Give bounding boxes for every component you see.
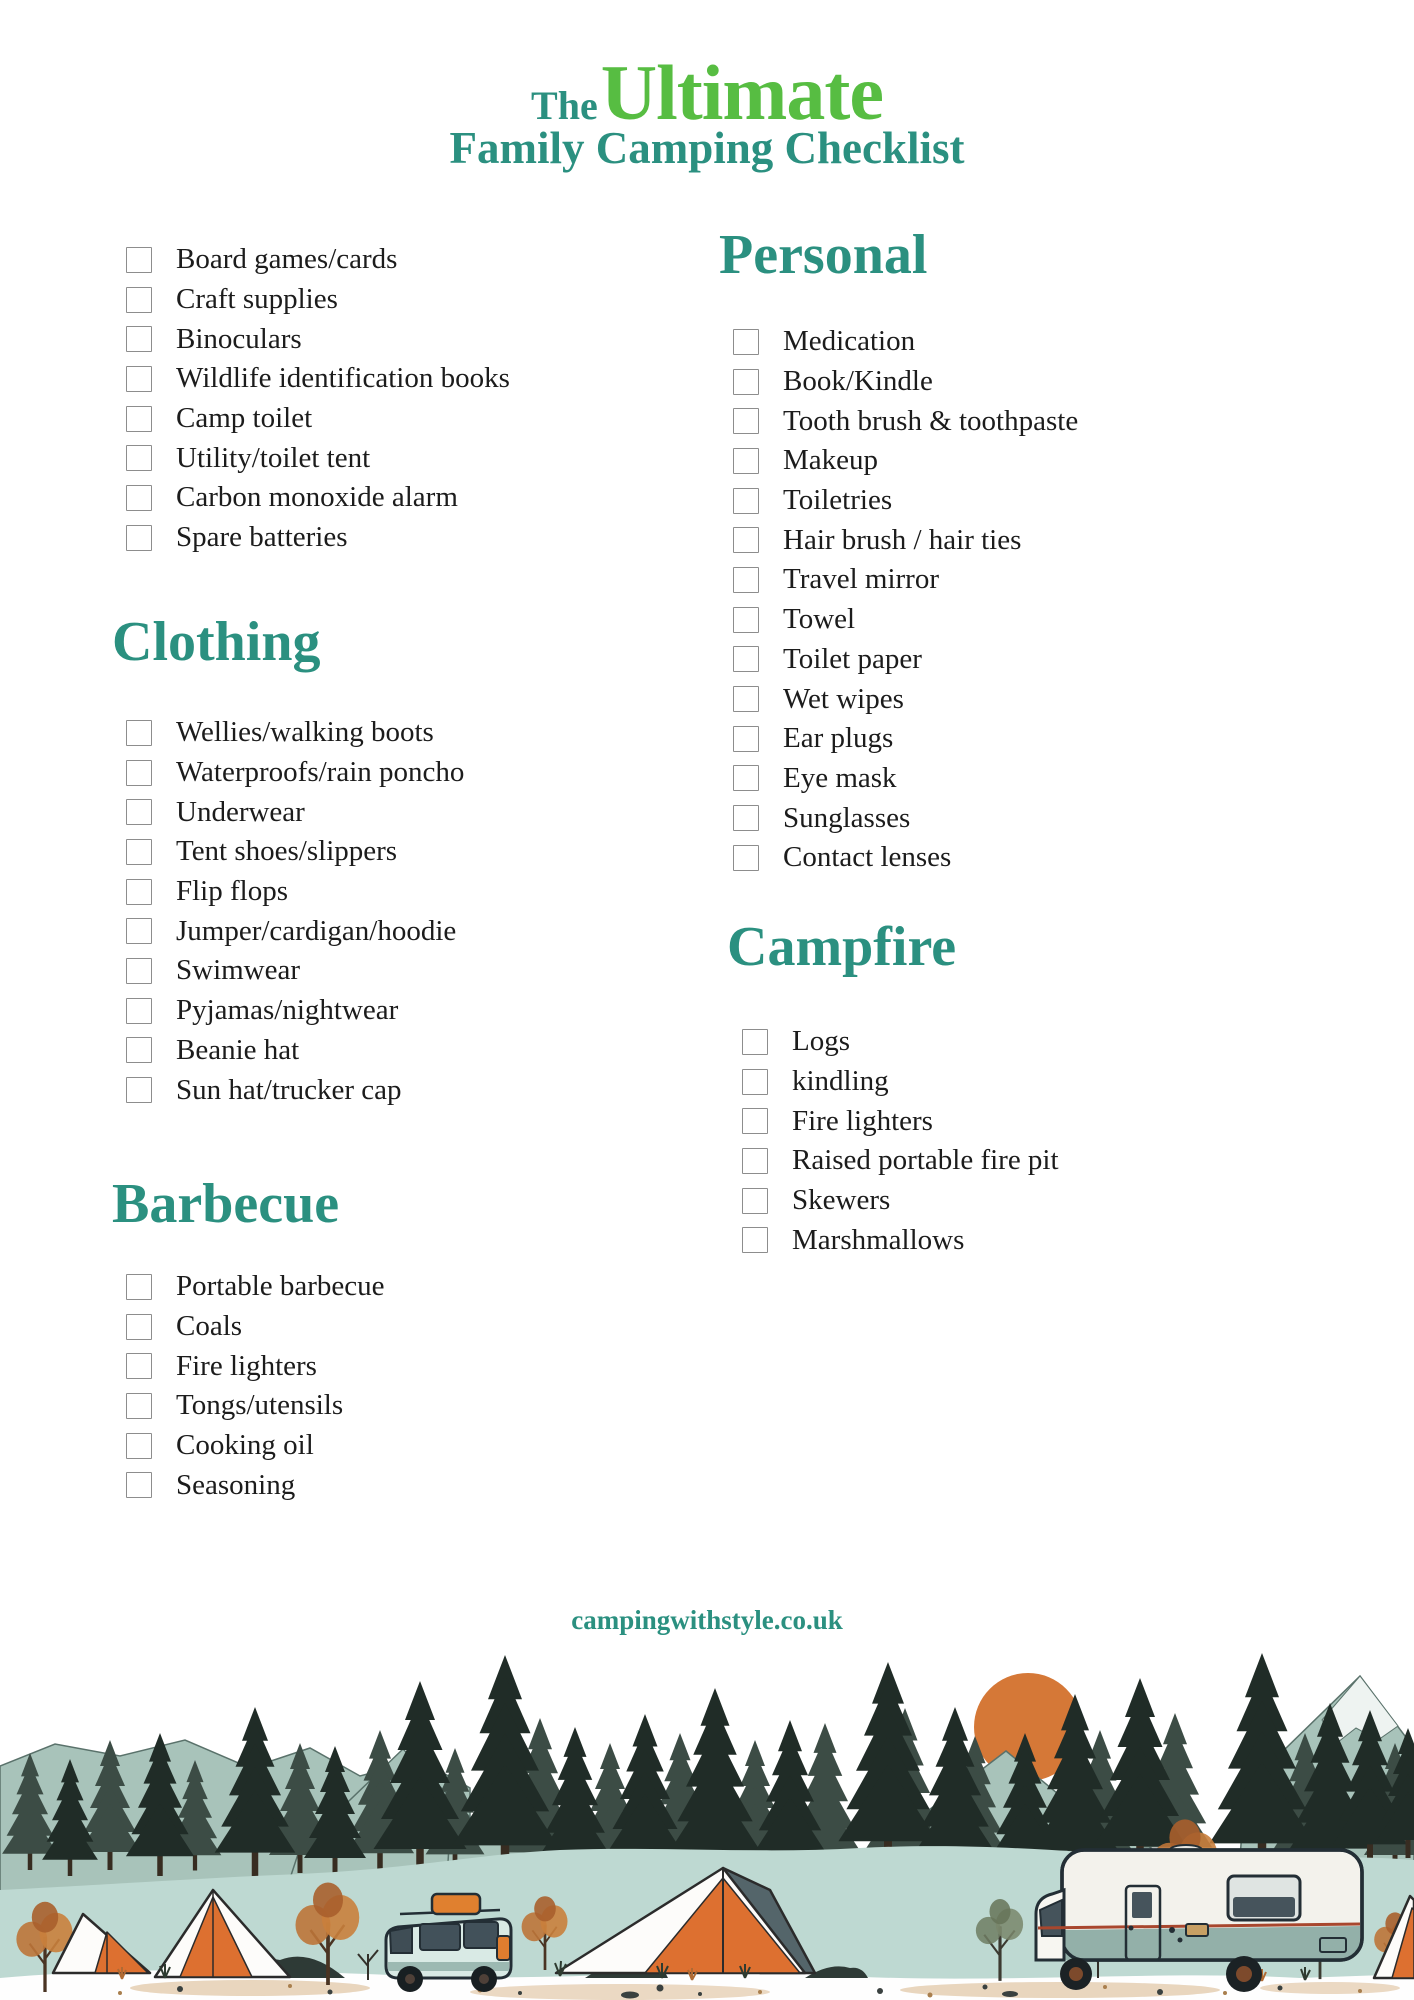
checklist-item [733, 640, 1078, 680]
checklist-item [126, 832, 464, 872]
checklist-item-label: Seasoning [176, 1468, 296, 1501]
checkbox[interactable] [733, 845, 759, 871]
checklist-item [126, 399, 510, 439]
checkbox[interactable] [742, 1069, 768, 1095]
checklist-item [742, 1181, 1059, 1221]
checkbox[interactable] [126, 1393, 152, 1419]
checklist-item [126, 240, 510, 280]
checklist-item-label: Cooking oil [176, 1429, 314, 1462]
checkbox[interactable] [742, 1108, 768, 1134]
checkbox[interactable] [742, 1188, 768, 1214]
title-main: Ultimate [600, 49, 883, 136]
checklist-item [126, 280, 510, 320]
checklist-item-label: Binoculars [176, 322, 302, 355]
checkbox[interactable] [126, 485, 152, 511]
checkbox[interactable] [733, 646, 759, 672]
checkbox[interactable] [126, 839, 152, 865]
checklist-item [733, 441, 1078, 481]
checklist-item [733, 481, 1078, 521]
checklist-item-label: Travel mirror [783, 563, 939, 596]
checklist-item-label: Wet wipes [783, 682, 904, 715]
checkbox[interactable] [733, 765, 759, 791]
checkbox[interactable] [126, 720, 152, 746]
checkbox[interactable] [733, 488, 759, 514]
checklist-item-label: Medication [783, 325, 916, 358]
checklist-item [733, 520, 1078, 560]
checklist-item [126, 319, 510, 359]
checklist-item [126, 518, 510, 558]
checkbox[interactable] [733, 408, 759, 434]
checklist-item-label: Eye mask [783, 761, 897, 794]
checkbox[interactable] [126, 1353, 152, 1379]
checklist-item-label: Wildlife identification books [176, 362, 510, 395]
checklist-item-label: Board games/cards [176, 243, 398, 276]
checklist-item [126, 1426, 385, 1466]
checklist-item [742, 1141, 1059, 1181]
checklist-item [126, 753, 464, 793]
checklist-clothing [126, 713, 464, 1110]
section-heading-clothing: Clothing [112, 611, 321, 673]
checkbox[interactable] [126, 287, 152, 313]
checklist-item-label: kindling [792, 1065, 889, 1098]
checkbox[interactable] [126, 1472, 152, 1498]
checklist-item-label: Toiletries [783, 484, 893, 517]
website-url: campingwithstyle.co.uk [571, 1605, 843, 1635]
checklist-item [126, 713, 464, 753]
checklist-item-label: Tongs/utensils [176, 1389, 344, 1422]
checklist-item [733, 759, 1078, 799]
checkbox[interactable] [126, 918, 152, 944]
checklist-item-label: Marshmallows [792, 1223, 965, 1256]
checkbox[interactable] [126, 406, 152, 432]
checklist-item-label: Fire lighters [176, 1349, 317, 1382]
checklist-item [126, 792, 464, 832]
checklist-item [126, 1070, 464, 1110]
checkbox[interactable] [733, 805, 759, 831]
checkbox[interactable] [742, 1148, 768, 1174]
checklist-campfire [742, 1022, 1059, 1260]
checklist-item-label: Ear plugs [783, 722, 894, 755]
checkbox[interactable] [733, 607, 759, 633]
checklist-item [742, 1220, 1059, 1260]
checklist-item-label: Sunglasses [783, 801, 911, 834]
checkbox[interactable] [126, 958, 152, 984]
checklist-item-label: Swimwear [176, 954, 301, 987]
checklist-item [742, 1022, 1059, 1062]
checklist-item-label: Skewers [792, 1184, 891, 1217]
checklist-barbecue [126, 1267, 385, 1505]
checkbox[interactable] [126, 760, 152, 786]
checklist-item-label: Sun hat/trucker cap [176, 1073, 402, 1106]
checklist-item [742, 1101, 1059, 1141]
checklist-item-label: Waterproofs/rain poncho [176, 756, 465, 789]
checklist-item-label: Beanie hat [176, 1033, 300, 1066]
checkbox[interactable] [742, 1029, 768, 1055]
checkbox[interactable] [126, 1077, 152, 1103]
checklist-item [126, 1267, 385, 1307]
checklist-item-label: Camp toilet [176, 402, 313, 435]
checklist-item [126, 951, 464, 991]
checkbox[interactable] [126, 1037, 152, 1063]
checklist-item [126, 1346, 385, 1386]
checkbox[interactable] [126, 1433, 152, 1459]
checkbox[interactable] [126, 247, 152, 273]
checkbox[interactable] [126, 366, 152, 392]
checklist-item-label: Tent shoes/slippers [176, 835, 398, 868]
checkbox[interactable] [126, 525, 152, 551]
checkbox[interactable] [733, 686, 759, 712]
checkbox[interactable] [742, 1227, 768, 1253]
checklist-item-label: Spare batteries [176, 521, 348, 554]
checklist-item [733, 401, 1078, 441]
checklist-item [733, 719, 1078, 759]
checklist-item [126, 1386, 385, 1426]
checklist-item [126, 872, 464, 912]
title-subtitle: Family Camping Checklist [449, 123, 965, 173]
checklist-item [126, 991, 464, 1031]
checklist-misc [126, 240, 510, 558]
title-prefix: The [531, 83, 598, 128]
checklist-item-label: Hair brush / hair ties [783, 523, 1022, 556]
checklist-item-label: Fire lighters [792, 1104, 933, 1137]
checkbox[interactable] [126, 1274, 152, 1300]
checklist-item-label: Wellies/walking boots [176, 716, 434, 749]
checklist-item-label: Utility/toilet tent [176, 441, 371, 474]
checkbox[interactable] [733, 567, 759, 593]
checkbox[interactable] [126, 998, 152, 1024]
checklist-item-label: Logs [792, 1025, 850, 1058]
checkbox[interactable] [126, 445, 152, 471]
checklist-item-label: Book/Kindle [783, 365, 933, 398]
checklist-item [126, 438, 510, 478]
checklist-item-label: Flip flops [176, 875, 288, 908]
checklist-item [126, 359, 510, 399]
checklist-item-label: Jumper/cardigan/hoodie [176, 914, 457, 947]
section-heading-personal: Personal [719, 224, 928, 286]
checklist-item [742, 1062, 1059, 1102]
checklist-item [733, 322, 1078, 362]
checkbox[interactable] [733, 369, 759, 395]
checkbox[interactable] [126, 326, 152, 352]
checklist-item [126, 1307, 385, 1347]
camping-illustration [0, 1648, 1414, 2000]
checklist-item [733, 600, 1078, 640]
checklist-item [733, 362, 1078, 402]
checklist-item-label: Craft supplies [176, 283, 338, 316]
checkbox[interactable] [733, 726, 759, 752]
checkbox[interactable] [733, 527, 759, 553]
checkbox[interactable] [126, 799, 152, 825]
checkbox[interactable] [126, 879, 152, 905]
checklist-item-label: Towel [783, 603, 856, 636]
checklist-item [733, 838, 1078, 878]
checklist-item [733, 679, 1078, 719]
section-heading-barbecue: Barbecue [112, 1173, 340, 1235]
checklist-item [126, 1465, 385, 1505]
checklist-item-label: Contact lenses [783, 841, 952, 874]
checklist-item [733, 560, 1078, 600]
checklist-item-label: Tooth brush & toothpaste [783, 404, 1079, 437]
checkbox[interactable] [126, 1314, 152, 1340]
checklist-item-label: Toilet paper [783, 642, 922, 675]
checklist-item-label: Makeup [783, 444, 879, 477]
checklist-item [126, 1031, 464, 1071]
checklist-item-label: Coals [176, 1310, 243, 1343]
checklist-item-label: Carbon monoxide alarm [176, 481, 458, 514]
checklist-item-label: Pyjamas/nightwear [176, 994, 399, 1027]
checklist-item-label: Raised portable fire pit [792, 1144, 1059, 1177]
checklist-item [126, 478, 510, 518]
section-heading-campfire: Campfire [727, 916, 957, 978]
page-title [0, 49, 1414, 173]
checkbox[interactable] [733, 329, 759, 355]
checklist-item [126, 911, 464, 951]
checklist-item-label: Portable barbecue [176, 1270, 385, 1303]
checklist-personal [733, 322, 1078, 878]
checkbox[interactable] [733, 448, 759, 474]
checklist-item-label: Underwear [176, 795, 305, 828]
checklist-item [733, 798, 1078, 838]
